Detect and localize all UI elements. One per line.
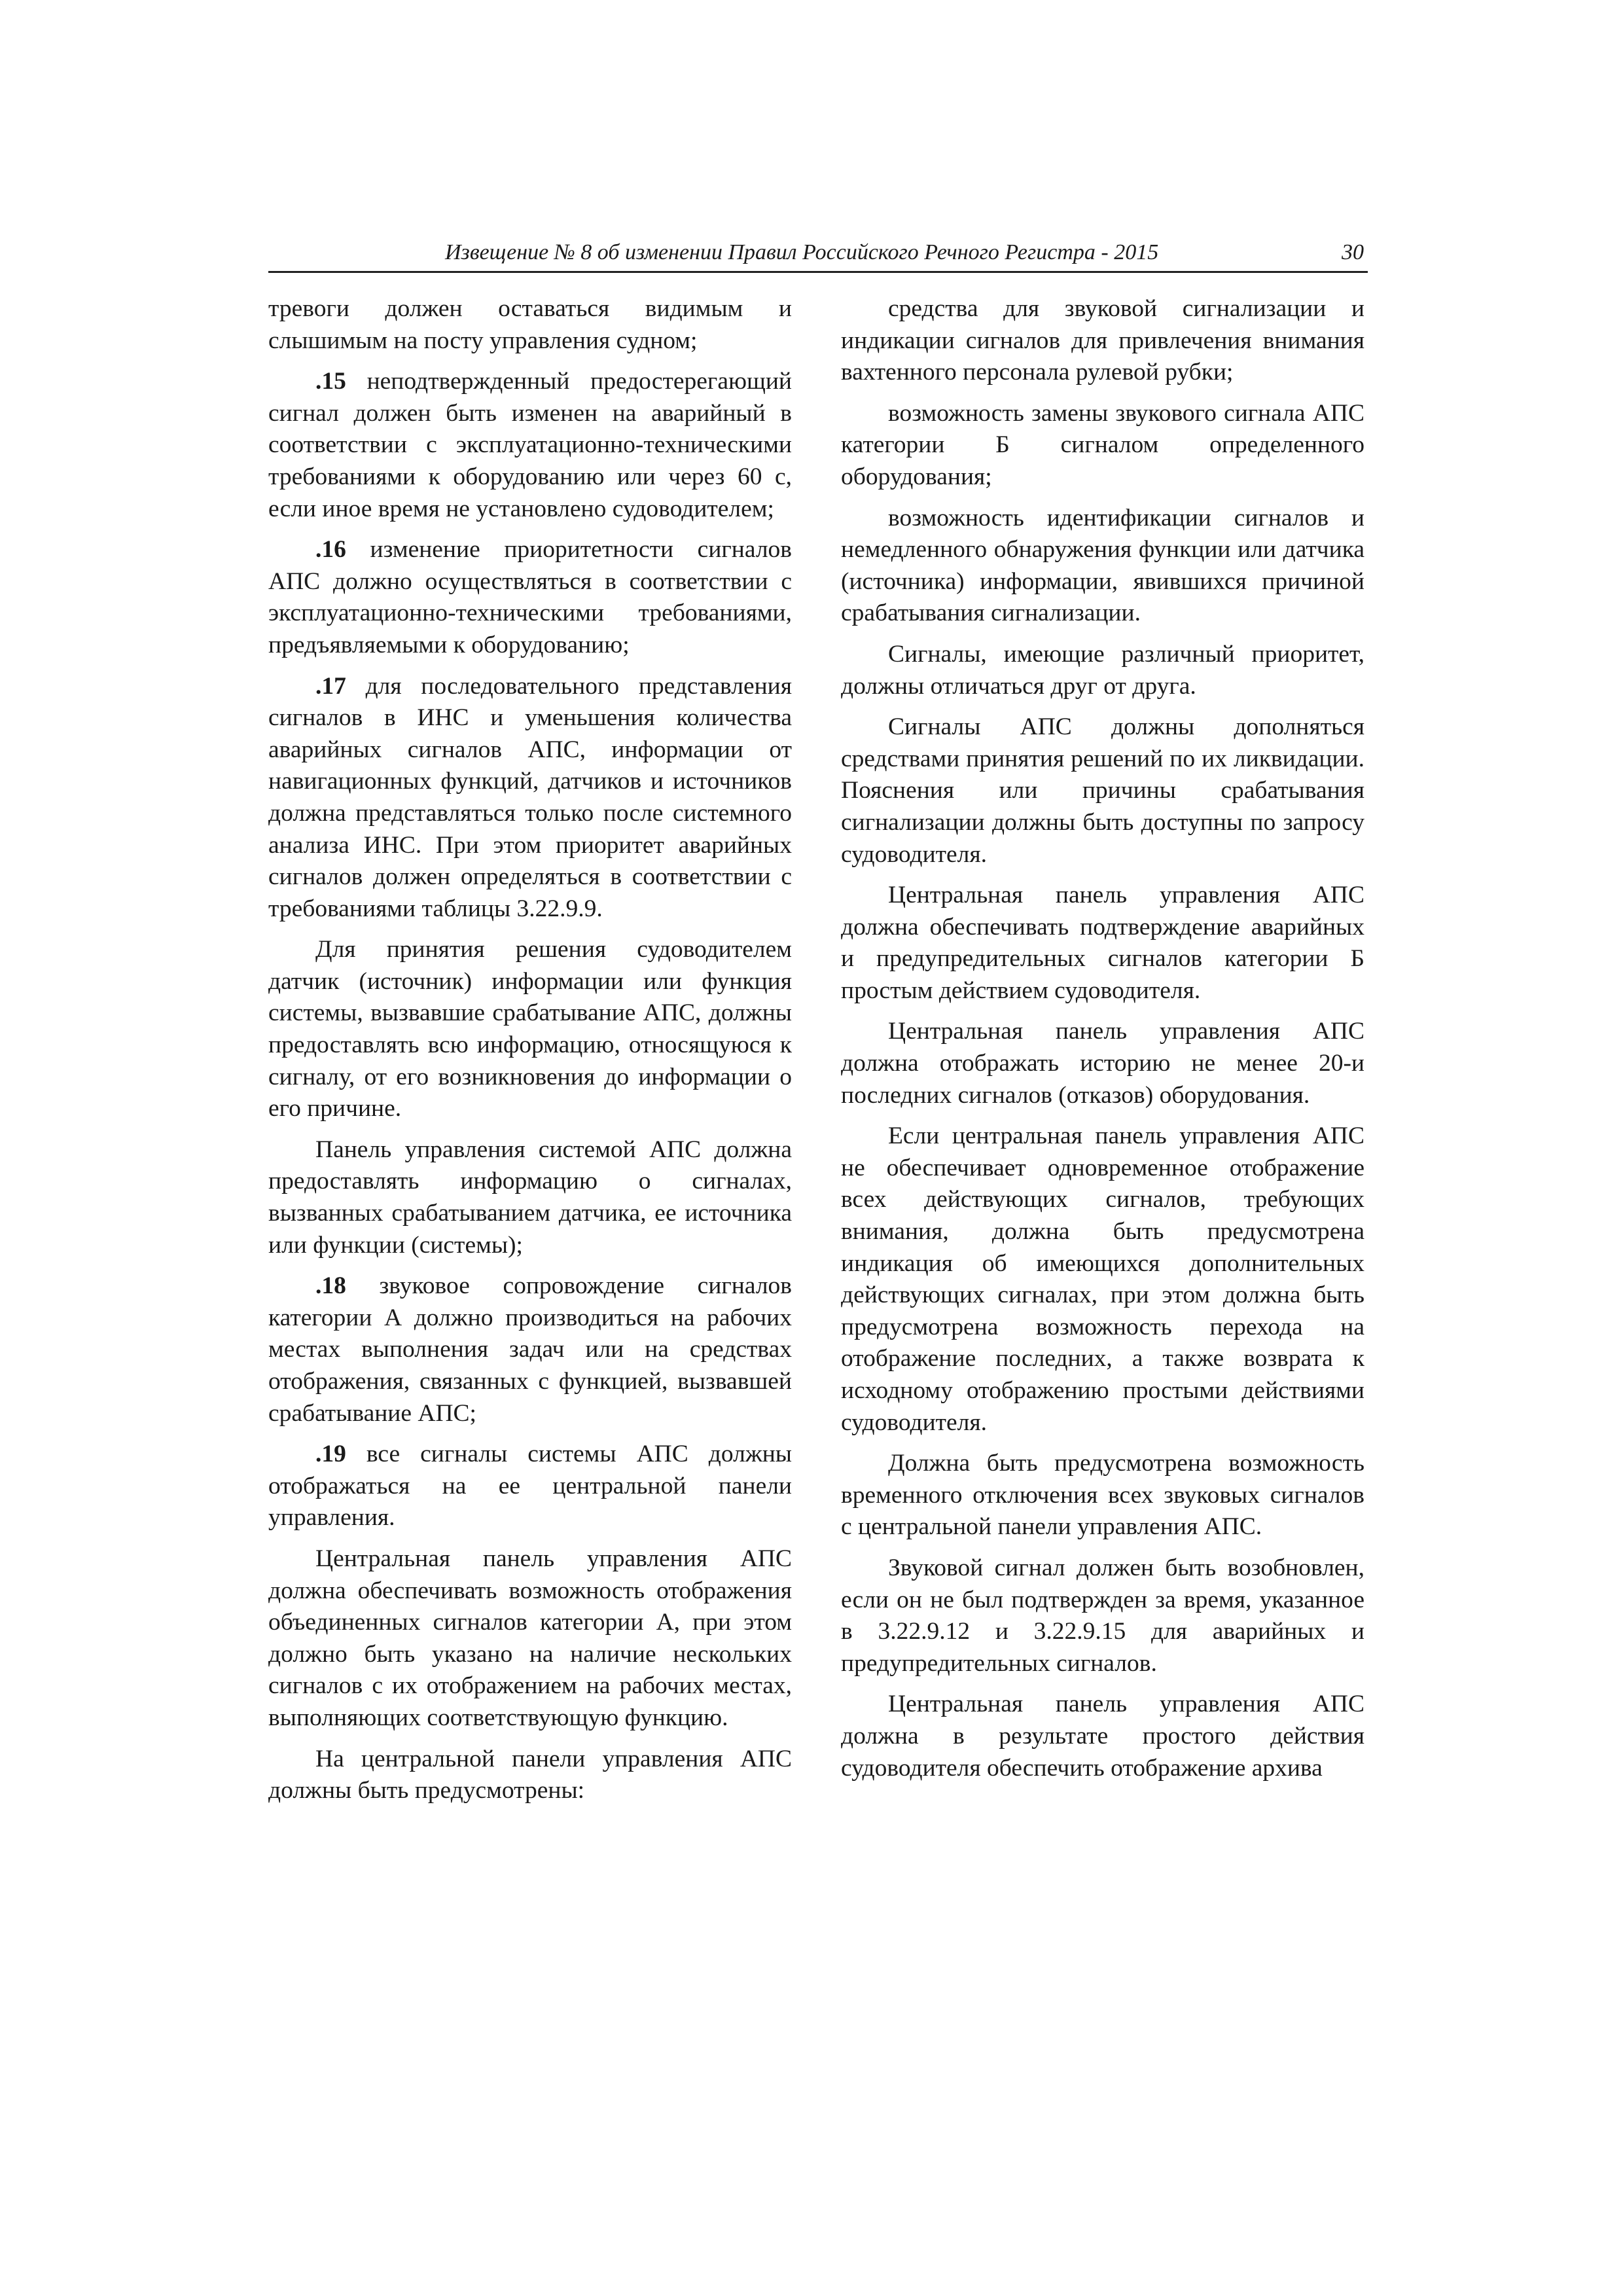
right-column (841, 293, 1364, 1793)
page-number: 30 (1342, 240, 1364, 264)
paragraph: Центральная панель управления АПС должна в результате простого действия судоводителя обеспечить отображение архива (841, 1691, 1364, 1782)
item-number: .18 (315, 1272, 346, 1300)
paragraph: Если центральная панель управления АПС не обеспечивает одновременное отображение всех действующих сигналов, требующих внимания, должна быть предусмотрена индикация об имеющихся дополнительных действующих сигналах, при этом должна быть предусмотрена возможность перехода на отображение последних, а также возврата к исходному отображению простыми действиями судоводителя. (841, 1122, 1364, 1436)
paragraph: Сигналы АПС должны дополняться средствами принятия решений по их ликвидации. Пояснения или причины срабатывания сигнализации должны быть доступны по запросу судоводителя. (841, 713, 1364, 868)
numbered-item-16 (268, 534, 792, 661)
numbered-item-17 (268, 671, 792, 925)
item-number: .19 (315, 1441, 346, 1468)
numbered-item-19 (268, 1439, 792, 1534)
paragraph: Центральная панель управления АПС должна обеспечивать возможность отображения объединенных сигналов категории А, при этом должно быть указано на наличие нескольких сигналов с их отображением на рабочих местах, выполняющих соответствующую функцию. (268, 1545, 792, 1731)
item-number: .17 (315, 672, 346, 700)
item-text: изменение приоритетности сигналов АПС должно осуществляться в соответствии с эксплуатационно-техническими требованиями, предъявляемыми к оборудованию; (268, 536, 792, 658)
item-text: для последовательного представления сигналов в ИНС и уменьшения количества аварийных сигналов АПС, информации от навигационных функций, датчиков и источников должна представляться только после системного анализа ИНС. При этом приоритет аварийных сигналов должен определяться в соответствии с требованиями таблицы 3.22.9.9. (268, 672, 792, 922)
paragraph: средства для звуковой сигнализации и индикации сигналов для привлечения внимания вахтенного персонала рулевой рубки; (841, 295, 1364, 386)
paragraph: Для принятия решения судоводителем датчик (источник) информации или функция системы, вызвавшие срабатывание АПС, должны предоставлять всю информацию, относящуюся к сигналу, от его возникновения до информации о его причине. (268, 936, 792, 1122)
item-text: все сигналы системы АПС должны отображаться на ее центральной панели управления. (268, 1441, 792, 1532)
numbered-item-15 (268, 366, 792, 525)
paragraph: Сигналы, имеющие различный приоритет, должны отличаться друг от друга. (841, 640, 1364, 700)
paragraph: На центральной панели управления АПС должны быть предусмотрены: (268, 1745, 792, 1804)
item-number: .15 (315, 368, 346, 395)
left-column (268, 293, 792, 1816)
item-number: .16 (315, 536, 346, 564)
paragraph: тревоги должен оставаться видимым и слышимым на посту управления судном; (268, 295, 792, 354)
item-text: звуковое сопровождение сигналов категории А должно производиться на рабочих местах выполнения задач или на средствах отображения, связанных с функцией, вызвавшей срабатывание АПС; (268, 1272, 792, 1427)
paragraph: Должна быть предусмотрена возможность временного отключения всех звуковых сигналов с центральной панели управления АПС. (841, 1450, 1364, 1541)
paragraph: Звуковой сигнал должен быть возобновлен, если он не был подтвержден за время, указанное в 3.22.9.12 и 3.22.9.15 для аварийных и предупредительных сигналов. (841, 1554, 1364, 1677)
numbered-item-18 (268, 1270, 792, 1429)
paragraph: Панель управления системой АПС должна предоставлять информацию о сигналах, вызванных срабатыванием датчика, ее источника или функции (системы); (268, 1136, 792, 1259)
header-title: Извещение № 8 об изменении Правил Российского Речного Регистра - 2015 (445, 240, 1159, 264)
item-text: неподтвержденный предостерегающий сигнал должен быть изменен на аварийный в соответствии с эксплуатационно-техническими требованиями к оборудованию или через 60 с, если иное время не установлено судоводителем; (268, 368, 792, 522)
paragraph: возможность идентификации сигналов и немедленного обнаружения функции или датчика (источника) информации, явившихся причиной срабатывания сигнализации. (841, 504, 1364, 627)
paragraph: возможность замены звукового сигнала АПС категории Б сигналом определенного оборудования; (841, 399, 1364, 490)
paragraph: Центральная панель управления АПС должна отображать историю не менее 20-и последних сигналов (отказов) оборудования. (841, 1018, 1364, 1109)
paragraph: Центральная панель управления АПС должна обеспечивать подтверждение аварийных и предупредительных сигналов категории Б простым действием судоводителя. (841, 882, 1364, 1004)
running-header (268, 237, 1368, 273)
